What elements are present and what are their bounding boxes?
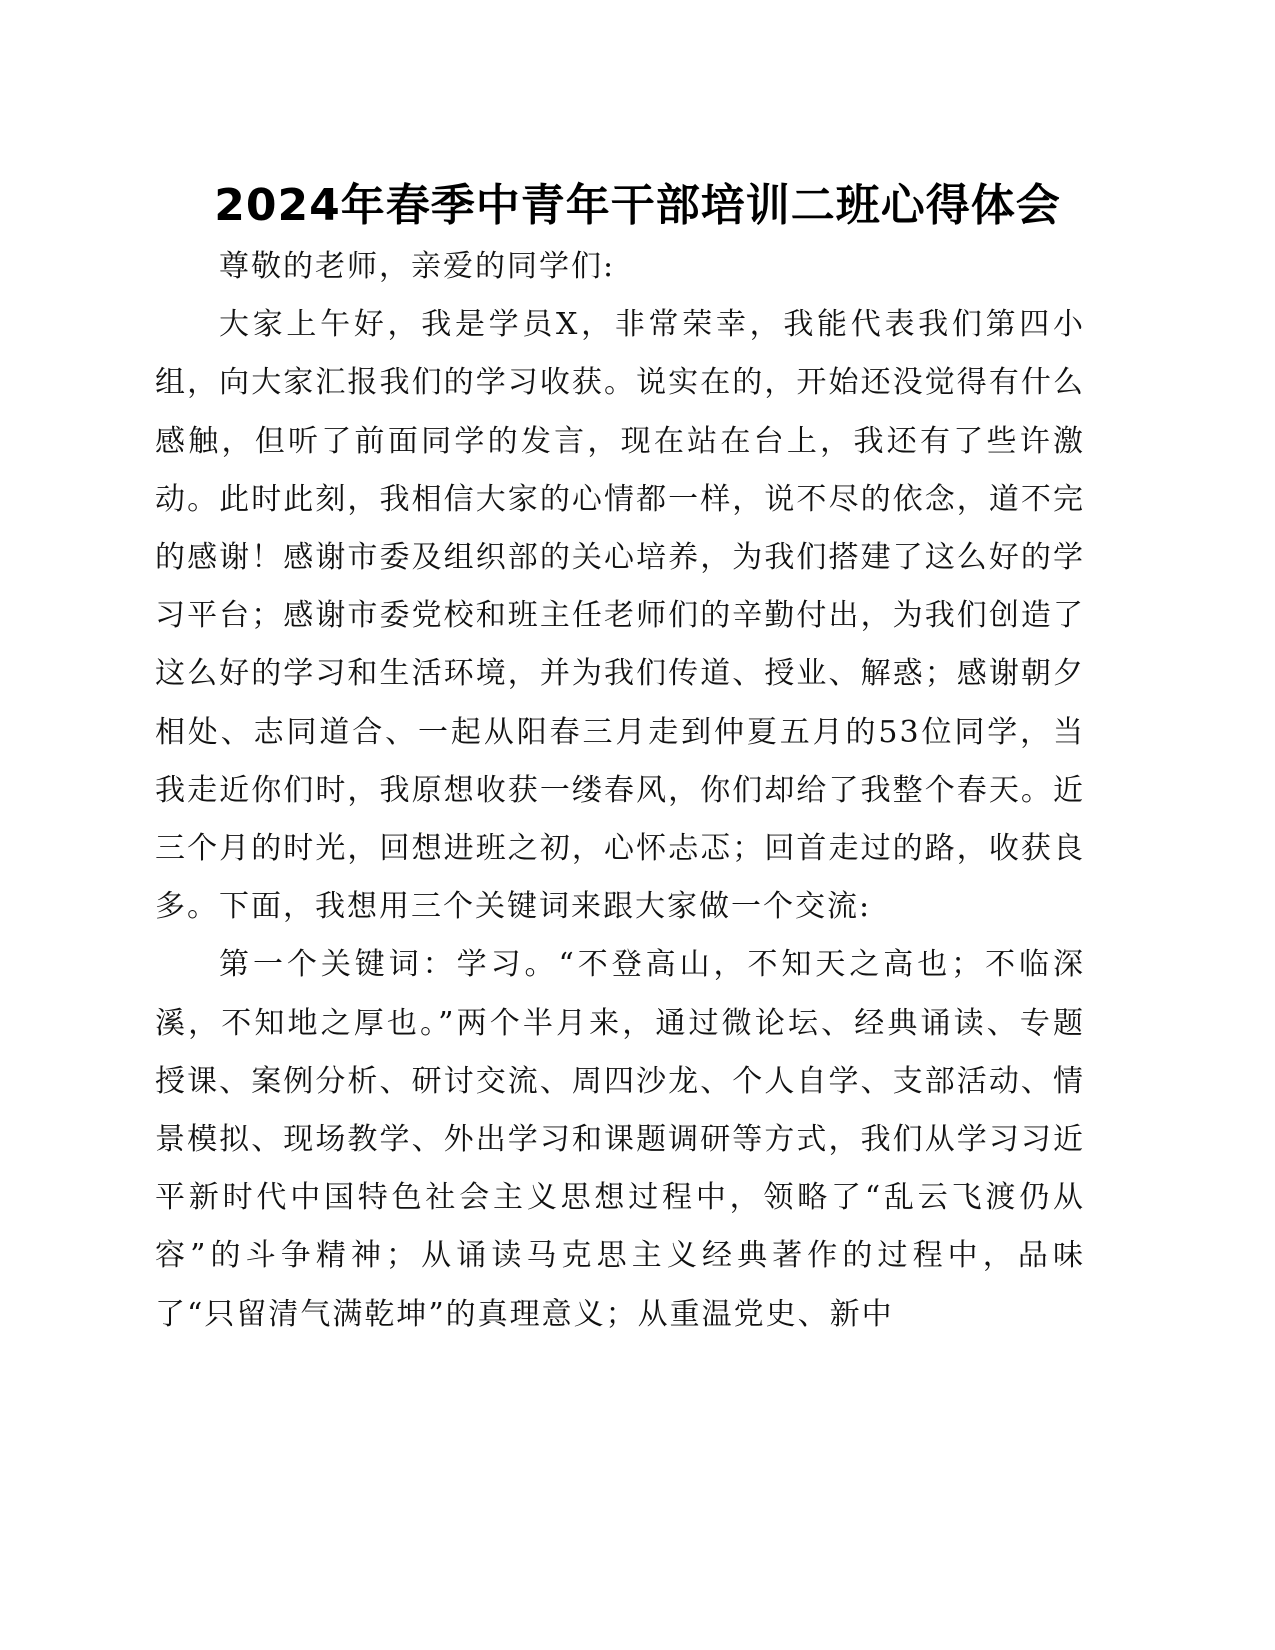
salutation-paragraph: 尊敬的老师，亲爱的同学们: — [219, 249, 616, 284]
greeting-paragraph: 大家上午好，我是学员X，非常荣幸，我能代表我们第四小组，向大家汇报我们的学习收获。说实在的，开始还没觉得有什么感触，但听了前面同学的发言，现在站在台上，我还有了些许激动。此时此刻，我相信大家的心情都一样，说不尽的依念，道不完的感谢！感谢市委及组织部的关心培养，为我们搭建了这么好的学习平台；感谢市委党校和班主任老师们的辛勤付出，为我们创造了这么好的学习和生活环境，并为我们传道、授业、解惑；感谢朝夕相处、志同道合、一起从阳春三月走到仲夏五月的53位同学，当我走近你们时，我原想收获一缕春风，你们却给了我整个春天。近三个月的时光，回想进班之初，心怀忐忑；回首走过的路，收获良多。下面，我想用三个关键词来跟大家做一个交流: — [155, 307, 1085, 925]
keyword-learning-paragraph: 第一个关键词：学习。“不登高山，不知天之高也；不临深溪，不知地之厚也。”两个半月来，通过微论坛、经典诵读、专题授课、案例分析、研讨交流、周四沙龙、个人自学、支部活动、情景模拟、现场教学、外出学习和课题调研等方式，我们从学习习近平新时代中国特色社会主义思想过程中，领略了“乱云飞渡仍从容”的斗争精神；从诵读马克思主义经典著作的过程中，品味了“只留清气满乾坤”的真理意义；从重温党史、新中 — [155, 947, 1085, 1332]
document-title: 2024年春季中青年干部培训二班心得体会 — [214, 180, 1061, 231]
document-body — [155, 238, 1085, 1344]
